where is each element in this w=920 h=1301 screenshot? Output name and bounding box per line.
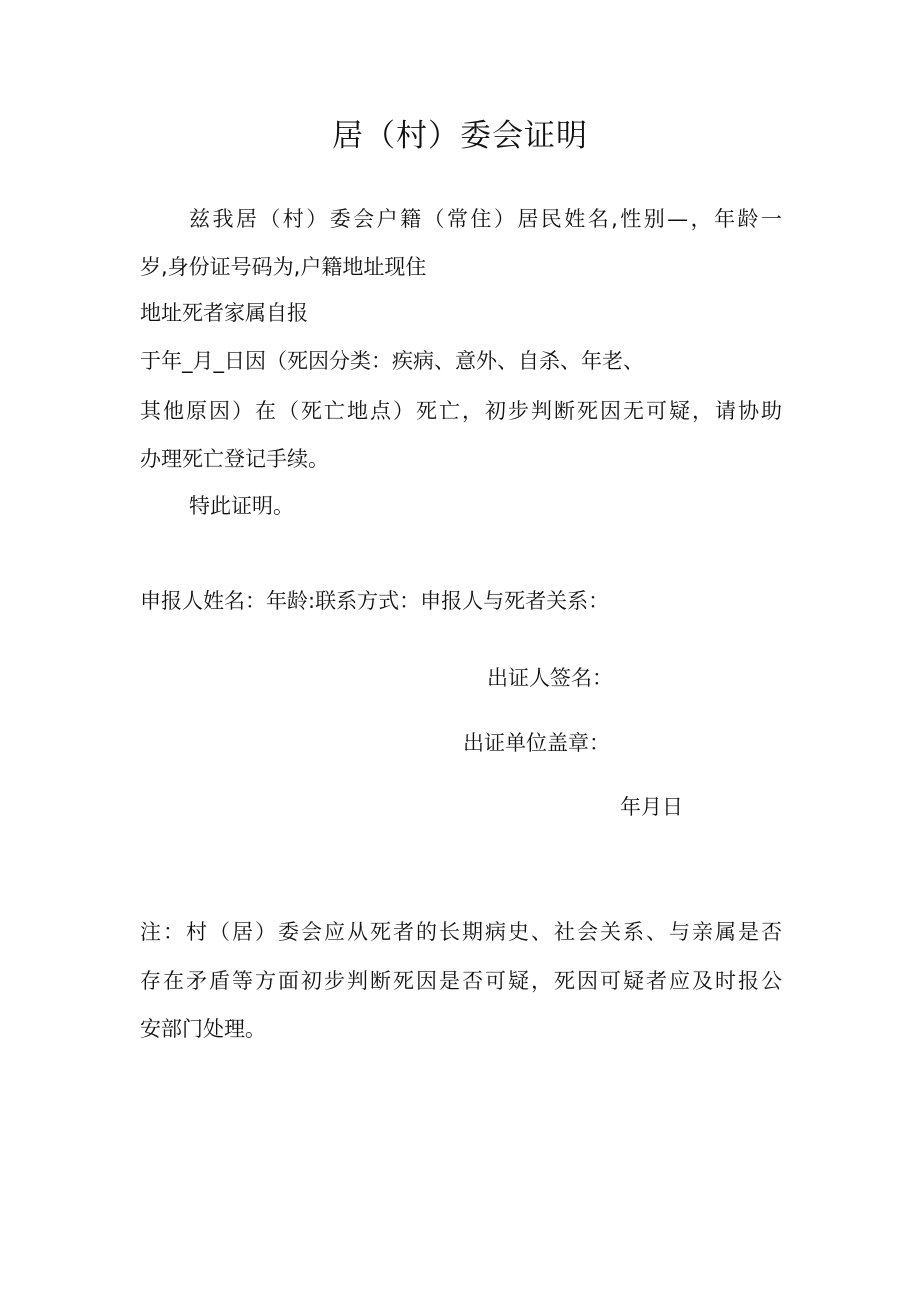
reporter-info-line: 申报人姓名：年龄:联系方式：申报人与死者关系：: [140, 589, 610, 613]
body-line-5: 其他原因）在（死亡地点）死亡，初步判断死因无可疑，请协助: [140, 399, 782, 423]
note-line-2: 存在矛盾等方面初步判断死因是否可疑，死因可疑者应及时报公: [140, 969, 782, 993]
body-line-4: 于年_月_日因（死因分类：疾病、意外、自杀、年老、: [140, 349, 644, 373]
body-line-3: 地址死者家属自报: [140, 301, 308, 325]
body-line-2: 岁,身份证号码为,户籍地址现住: [140, 255, 427, 279]
note-line-1: 注：村（居）委会应从死者的长期病史、社会关系、与亲属是否: [140, 920, 782, 944]
unit-seal-label: 出证单位盖章：: [463, 731, 610, 755]
document-title: 居（村）委会证明: [332, 118, 588, 154]
body-line-1: 兹我居（村）委会户籍（常住）居民姓名,性别—，年龄一: [189, 207, 782, 231]
body-line-6: 办理死亡登记手续。: [140, 447, 329, 471]
signer-signature-label: 出证人签名：: [487, 666, 613, 690]
date-label: 年月日: [620, 795, 683, 819]
certify-line: 特此证明。: [189, 494, 294, 518]
note-line-3: 安部门处理。: [140, 1017, 266, 1041]
